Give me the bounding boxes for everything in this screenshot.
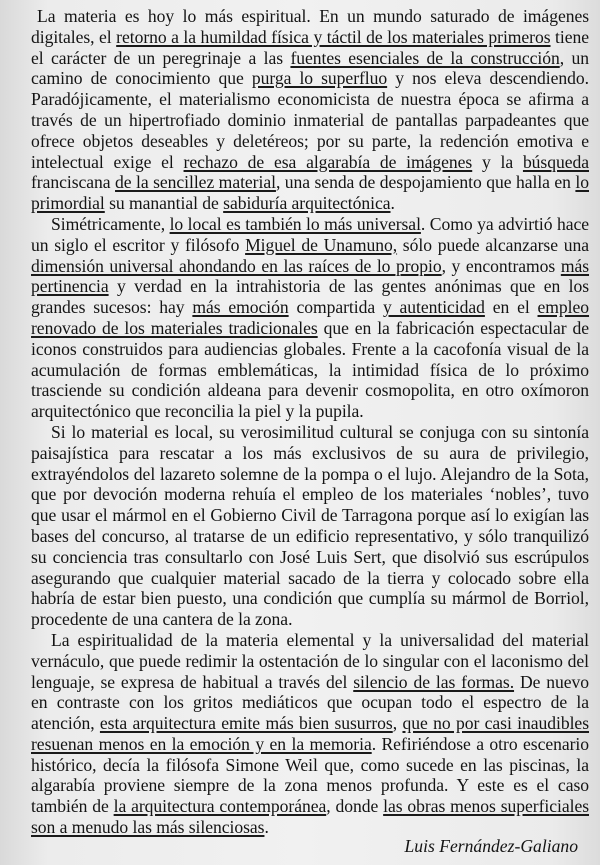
text-run: La espiritualidad de la materia elemental y la universalidad del material vernáculo, que puede redimir la ostentación de lo singular con el laconismo del lenguaje, se expresa de habitual a través del: [31, 629, 589, 692]
essay-body: [31, 6, 589, 838]
underlined-phrase: retorno a la humildad física y táctil de los materiales primeros: [116, 26, 551, 47]
text-run: . Como ya advirtió hace un siglo el escritor y filósofo: [31, 213, 589, 255]
text-run: su manantial de: [104, 193, 224, 214]
underlined-phrase: las obras menos superficiales son a menudo las más silenciosas: [31, 796, 589, 838]
underlined-phrase: de la sencillez material: [115, 172, 276, 193]
text-run: Simétricamente,: [51, 213, 170, 234]
text-run: La materia es hoy lo más espiritual. En un mundo saturado de imágenes digitales, el: [31, 6, 589, 47]
text-run: , una senda de despojamiento que halla en: [275, 172, 576, 193]
text-run: compartida: [288, 297, 383, 318]
underlined-phrase: rechazo de esa algarabía de imágenes: [183, 151, 473, 172]
underlined-phrase: lo primordial: [31, 172, 589, 214]
text-run: , un camino de conocimiento que: [31, 47, 589, 89]
text-run: .: [390, 193, 395, 214]
text-run: tiene el carácter de un peregrinaje a las: [31, 26, 589, 68]
text-run: , y encontramos: [441, 255, 561, 276]
text-run: De nuevo en contraste con los gritos mediáticos que ocupan todo el espectro de la atención,: [31, 671, 589, 734]
text-run: y nos eleva descendiendo. Paradójicamente, el materialismo economicista de nuestra época se afirma a través de un hipertrofiado dominio inmaterial de pantallas parpadeantes que ofrece objetos deseables y deletéreos; por su parte, la redención emotiva e intelectual exige el: [31, 68, 589, 172]
paragraph-3: [31, 422, 589, 630]
underlined-phrase: lo local es también lo más universal: [169, 213, 421, 234]
paragraph-4: [31, 630, 589, 838]
underlined-phrase: fuentes esenciales de la construcción: [290, 47, 560, 68]
text-run: ,: [392, 713, 403, 734]
underlined-phrase: esta arquitectura emite más bien susurros: [99, 713, 393, 734]
underlined-phrase: la arquitectura contemporánea: [113, 796, 327, 817]
text-run: y la: [472, 151, 523, 172]
paragraph-1: [31, 6, 589, 214]
underlined-phrase: dimensión universal ahondando en las raíces de lo propio: [31, 255, 442, 276]
underlined-phrase: purga lo superfluo: [251, 68, 388, 89]
text-run: . Refiriéndose a otro escenario histórico, decía la filósofa Simone Weil que, como sucede en las piscinas, la algarabía proviene siempre de la zona menos profunda. Y este es el caso también de: [31, 733, 589, 817]
underlined-phrase: que no por casi inaudibles resuenan menos en la emoción y en la memoria: [31, 713, 589, 754]
text-run: , donde: [326, 796, 384, 817]
underlined-phrase: más pertinencia: [31, 255, 590, 297]
underlined-phrase: silencio de las formas.: [353, 671, 515, 692]
author-signature: Luis Fernández-Galiano: [404, 836, 578, 856]
underlined-phrase: empleo renovado de los materiales tradicionales: [31, 297, 590, 338]
text-run: y verdad en la intrahistoria de las gentes anónimas que en los grandes sucesos: hay: [31, 276, 589, 318]
text-run: en el: [484, 297, 538, 318]
text-run: que en la fabricación espectacular de iconos construidos para audiencias globales. Frente a la cacofonía visual de la acumulación de formas emblemáticas, la intimidad física de lo próximo trasciende su condición aldeana para devenir cosmopolita, en otro oxímoron arquitectónico que reconcilia la piel y la pupila.: [31, 317, 589, 422]
underlined-phrase: búsqueda: [522, 151, 589, 172]
text-run: sólo puede alcanzarse una: [397, 234, 589, 255]
text-run: franciscana: [31, 172, 116, 193]
text-run: .: [264, 817, 269, 838]
underlined-phrase: Miguel de Unamuno,: [245, 234, 398, 255]
underlined-phrase: sabiduría arquitectónica: [223, 193, 391, 214]
underlined-phrase: más emoción: [192, 297, 289, 318]
underlined-phrase: y autenticidad: [382, 297, 485, 318]
paragraph-2: [31, 214, 589, 422]
text-run: Si lo material es local, su verosimilitud cultural se conjuga con su sintonía paisajística para rescatar a los más exclusivos de su aura de privilegio, extrayéndolos del lazareto solemne de la pompa o el lujo. Alejandro de la Sota, que por devoción moderna rehuía el empleo de los materiales ‘nobles’, tuvo que usar el mármol en el Gobierno Civil de Tarragona porque así lo exigían las bases del concurso, al tratarse de un edificio representativo, y sólo tranquilizó su conciencia tras consultarlo con José Luis Sert, que disolvió sus escrúpulos asegurando que cualquier material sacado de la tierra y colocado sobre ella habría de estar bien puesto, una condición que cumplía su mármol de Borriol, procedente de una cantera de la zona.: [31, 421, 589, 630]
